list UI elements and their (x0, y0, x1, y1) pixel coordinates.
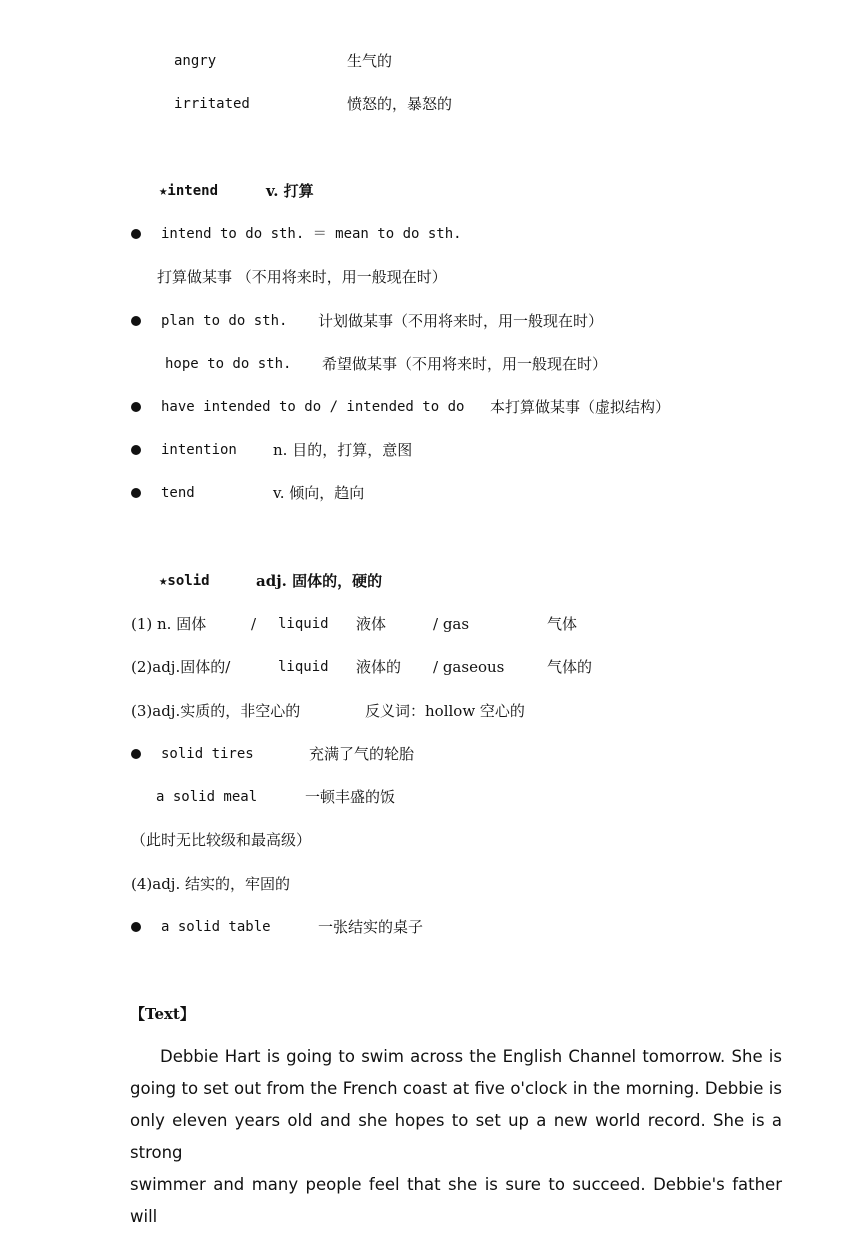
solid-l3: (3)adj.实质的，非空心的 (131, 702, 301, 720)
bullet-icon (131, 402, 141, 412)
text-line: going to set out from the French coast at five o'clock in the morning. Debbie is (130, 1079, 782, 1098)
text-paragraph (130, 1041, 782, 1233)
solid-l2-gas-zh: 气体的 (547, 658, 593, 676)
intend-b4-en: have intended to do / intended to do (161, 399, 465, 415)
solid-l1: (1) n. 固体 (131, 615, 207, 633)
intend-b1-zh: 打算做某事 （不用将来时，用一般现在时） (157, 268, 447, 286)
text-line: only eleven years old and she hopes to set up a new world record. She is a strong (130, 1111, 782, 1162)
intend-b5-en: intention (161, 442, 237, 458)
intend-b2-en: plan to do sth. (161, 313, 288, 329)
solid-b3-zh: 一张结实的桌子 (318, 918, 424, 936)
solid-l2-liquid: liquid (278, 659, 329, 675)
intend-b6-en: tend (161, 485, 195, 501)
solid-b1-zh: 充满了气的轮胎 (309, 745, 415, 763)
solid-l3-antonym: 反义词：hollow 空心的 (365, 702, 525, 720)
solid-b3-en: a solid table (161, 919, 271, 935)
intend-b3-zh: 希望做某事（不用将来时，用一般现在时） (322, 355, 608, 373)
bullet-icon (131, 229, 141, 239)
solid-b2-en: a solid meal (156, 789, 258, 805)
solid-l1-gas: / gas (433, 615, 470, 633)
vocab-angry-en: angry (174, 53, 217, 69)
intend-heading-pos: v. 打算 (266, 182, 314, 200)
vocab-irritated-zh: 愤怒的，暴怒的 (347, 95, 453, 113)
solid-heading-word: ★solid (159, 573, 210, 589)
intend-b3-en: hope to do sth. (165, 356, 292, 372)
solid-l1-gas-zh: 气体 (547, 615, 578, 633)
intend-b4-zh: 本打算做某事（虚拟结构） (490, 398, 671, 416)
text-heading: 【Text】 (130, 1005, 195, 1023)
solid-l2: (2)adj.固体的/ (131, 658, 231, 676)
solid-l1-slash: / (251, 615, 257, 633)
bullet-icon (131, 445, 141, 455)
solid-l2-gas: / gaseous (433, 658, 505, 676)
solid-l2-liquid-zh: 液体的 (356, 658, 402, 676)
intend-b6-zh: v. 倾向，趋向 (273, 484, 365, 502)
solid-b1-en: solid tires (161, 746, 254, 762)
vocab-angry-zh: 生气的 (347, 52, 393, 70)
text-line: swimmer and many people feel that she is sure to succeed. Debbie's father will (130, 1175, 782, 1226)
bullet-icon (131, 488, 141, 498)
solid-b2-zh: 一顿丰盛的饭 (305, 788, 396, 806)
solid-note: （此时无比较级和最高级） (131, 831, 312, 849)
solid-l1-liquid: liquid (278, 616, 329, 632)
intend-b2-zh: 计划做某事（不用将来时，用一般现在时） (318, 312, 604, 330)
solid-l1-liquid-zh: 液体 (356, 615, 387, 633)
bullet-icon (131, 316, 141, 326)
text-line: Debbie Hart is going to swim across the English Channel tomorrow. She is (160, 1047, 782, 1066)
intend-heading-word: ★intend (159, 183, 219, 199)
intend-b5-zh: n. 目的，打算，意图 (273, 441, 413, 459)
bullet-icon (131, 922, 141, 932)
intend-b1: intend to do sth. ＝ mean to do sth. (161, 226, 462, 242)
solid-heading-pos: adj. 固体的，硬的 (256, 572, 383, 590)
solid-l4: (4)adj. 结实的，牢固的 (131, 875, 290, 893)
vocab-irritated-en: irritated (174, 96, 250, 112)
bullet-icon (131, 749, 141, 759)
